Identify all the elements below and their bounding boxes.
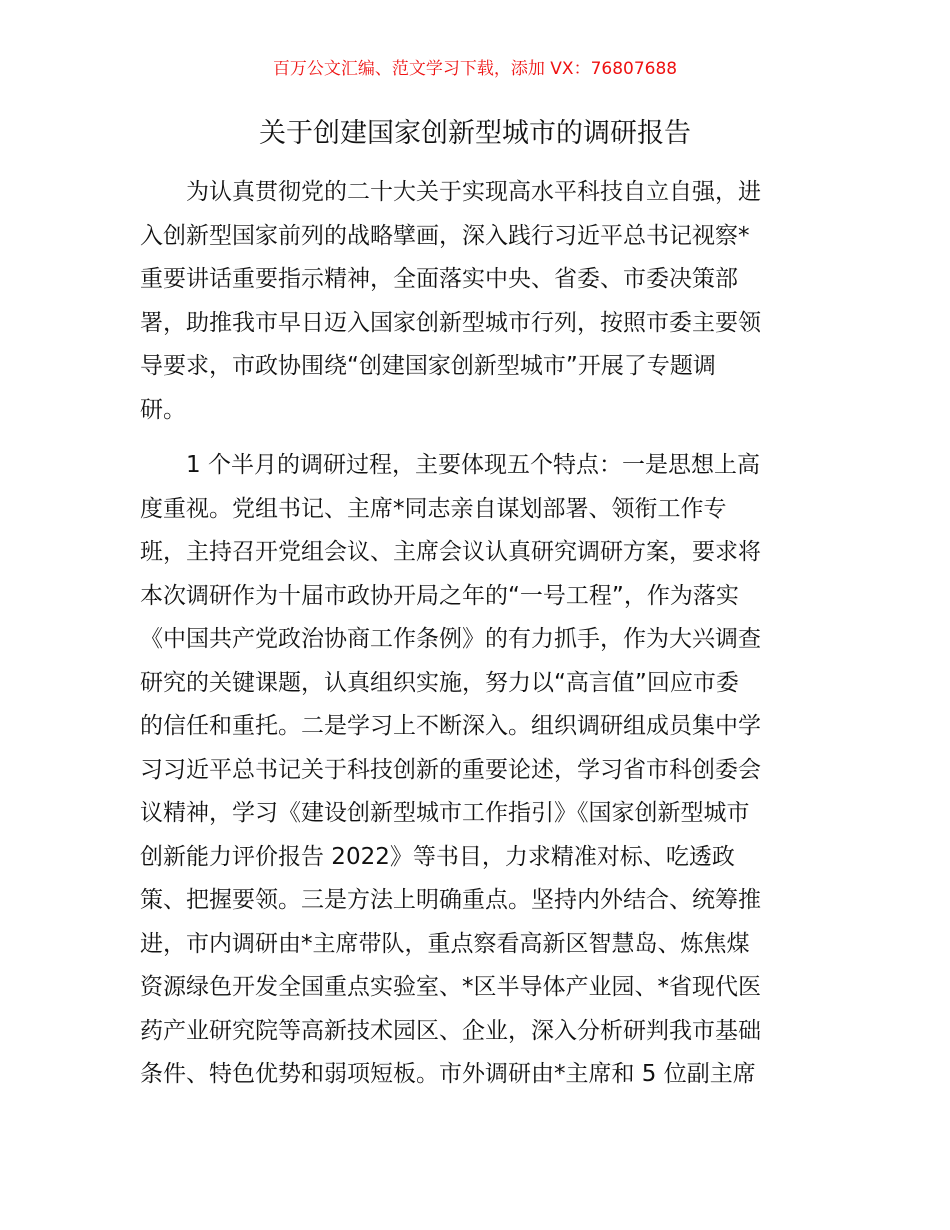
text-line: 入创新型国家前列的战略擘画，深入践行习近平总书记视察* (140, 222, 750, 249)
paragraph-1 (140, 171, 820, 432)
text-line: 习习近平总书记关于科技创新的重要论述，学习省市科创委会 (140, 756, 761, 783)
text-line: 议精神，学习《建设创新型城市工作指引》《国家创新型城市 (140, 800, 750, 826)
text-line: 《中国共产党政治协商工作条例》的有力抓手，作为大兴调查 (140, 626, 761, 652)
text-line: 1 个半月的调研过程，主要体现五个特点：一是思想上高 (186, 452, 760, 478)
text-line: 班，主持召开党组会议、主席会议认真研究调研方案，要求将 (140, 539, 761, 565)
text-line: 的信任和重托。二是学习上不断深入。组织调研组成员集中学 (140, 713, 761, 739)
paragraph-2 (140, 444, 820, 1097)
text-line: 条件、特色优势和弱项短板。市外调研由*主席和 5 位副主席 (140, 1061, 756, 1087)
text-line: 策、把握要领。三是方法上明确重点。坚持内外结合、统筹推 (140, 887, 761, 913)
text-line: 创新能力评价报告 2022》等书目，力求精准对标、吃透政 (140, 843, 735, 870)
header-note: 百万公文汇编、范文学习下载，添加 VX：76807688 (272, 59, 678, 79)
document-title: 关于创建国家创新型城市的调研报告 (259, 118, 691, 149)
text-line: 重要讲话重要指示精神，全面落实中央、省委、市委决策部 (140, 266, 738, 292)
text-line: 研究的关键课题，认真组织实施，努力以“高言值”回应市委 (140, 669, 739, 696)
text-line: 资源绿色开发全国重点实验室、*区半导体产业园、*省现代医 (140, 974, 761, 1000)
text-line: 药产业研究院等高新技术园区、企业，深入分析研判我市基础 (140, 1017, 761, 1044)
document-body (140, 171, 820, 1109)
text-line: 署，助推我市早日迈入国家创新型城市行列，按照市委主要领 (140, 309, 761, 336)
text-line: 度重视。党组书记、主席*同志亲自谋划部署、领衔工作专 (140, 495, 727, 522)
text-line: 为认真贯彻党的二十大关于实现高水平科技自立自强，进 (186, 179, 761, 205)
text-line: 研。 (140, 396, 186, 423)
text-line: 本次调研作为十届市政协开局之年的“一号工程”，作为落实 (140, 582, 739, 609)
text-line: 进，市内调研由*主席带队，重点察看高新区智慧岛、炼焦煤 (140, 930, 750, 957)
text-line: 导要求，市政协围绕“创建国家创新型城市”开展了专题调 (140, 353, 716, 379)
